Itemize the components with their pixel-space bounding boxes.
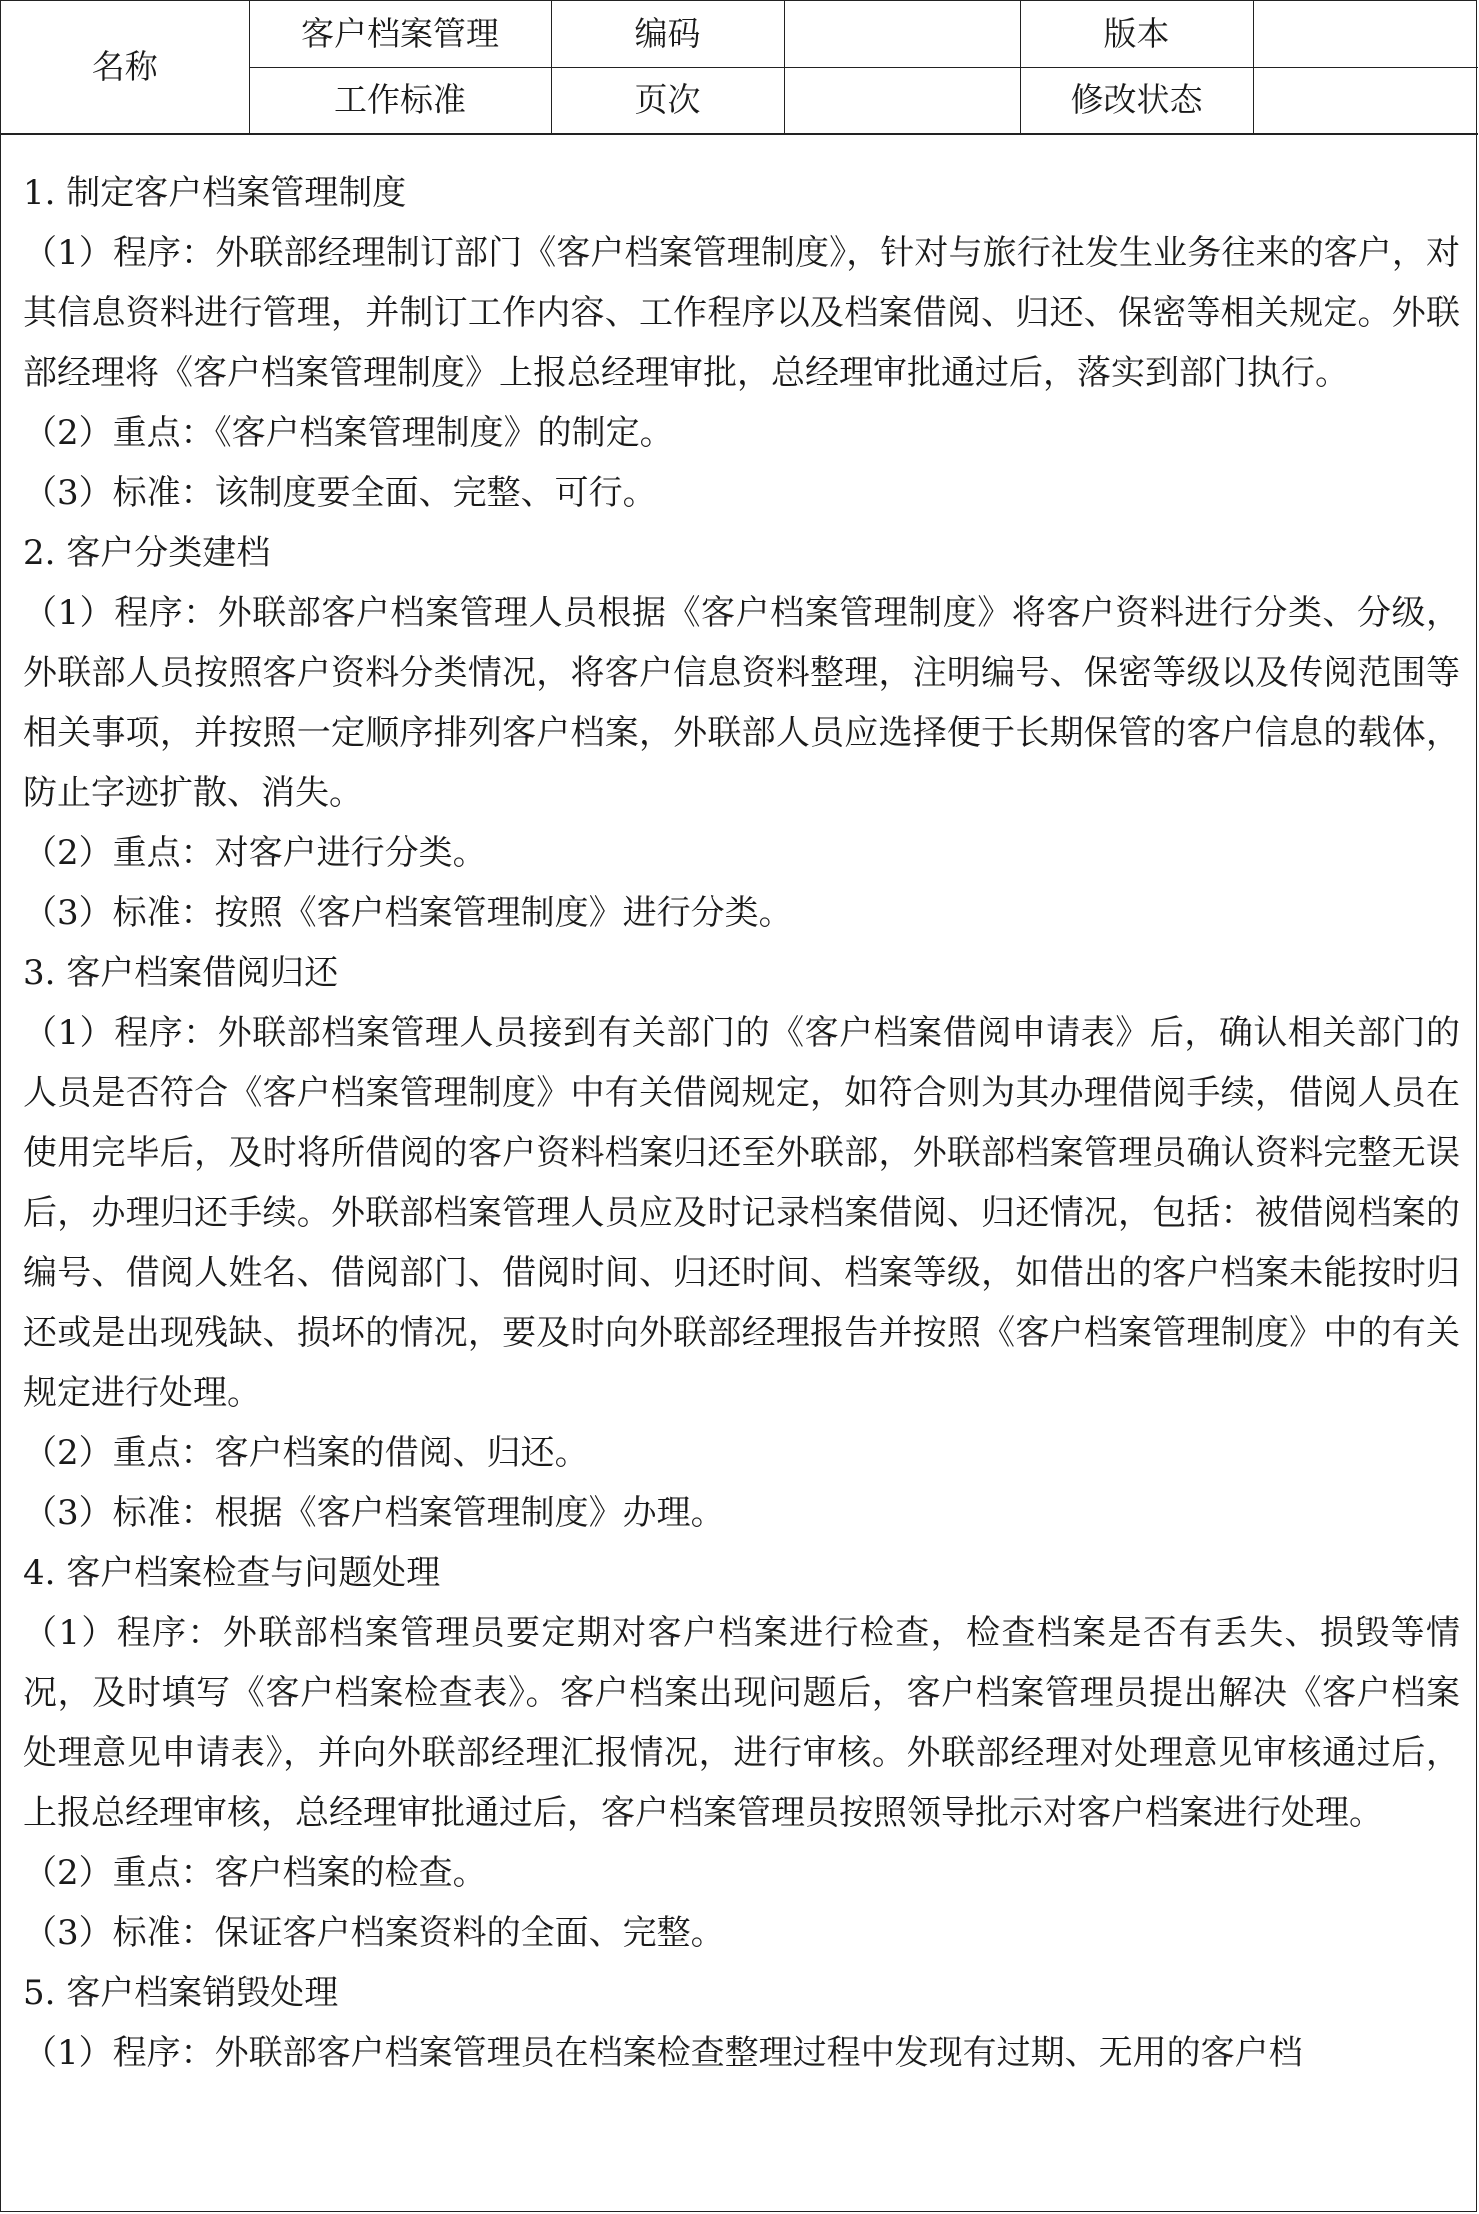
section-item: （2）重点：客户档案的借阅、归还。 bbox=[23, 1433, 589, 1473]
name-label: 名称 bbox=[1, 1, 249, 133]
section-item: （2）重点：客户档案的检查。 bbox=[23, 1853, 487, 1893]
title-line-1: 客户档案管理 bbox=[249, 1, 551, 67]
section-heading: 2. 客户分类建档 bbox=[23, 533, 271, 573]
page-label: 页次 bbox=[551, 67, 784, 133]
code-label: 编码 bbox=[551, 1, 784, 67]
version-label: 版本 bbox=[1020, 1, 1253, 67]
section-item: （3）标准：保证客户档案资料的全面、完整。 bbox=[23, 1913, 725, 1953]
section-item: （2）重点：《客户档案管理制度》的制定。 bbox=[23, 413, 674, 453]
code-value bbox=[784, 1, 1020, 67]
section-3 bbox=[23, 943, 1460, 1543]
section-heading: 3. 客户档案借阅归还 bbox=[23, 953, 339, 993]
section-item: （1）程序：外联部客户档案管理人员根据《客户档案管理制度》将客户资料进行分类、分级，外联部人员按照客户资料分类情况，将客户信息资料整理，注明编号、保密等级以及传阅范围等相关事项，并按照一定顺序排列客户档案，外联部人员应选择便于长期保管的客户信息的载体，防止字迹扩散、消失。 bbox=[23, 593, 1460, 813]
section-item: （3）标准：根据《客户档案管理制度》办理。 bbox=[23, 1493, 725, 1533]
section-heading: 1. 制定客户档案管理制度 bbox=[23, 173, 407, 213]
section-item: （3）标准：按照《客户档案管理制度》进行分类。 bbox=[23, 893, 793, 933]
revision-label: 修改状态 bbox=[1020, 67, 1253, 133]
page-value bbox=[784, 67, 1020, 133]
section-item: （2）重点：对客户进行分类。 bbox=[23, 833, 487, 873]
document-body bbox=[1, 133, 1478, 2083]
section-2 bbox=[23, 523, 1460, 943]
revision-value bbox=[1253, 67, 1478, 133]
section-heading: 4. 客户档案检查与问题处理 bbox=[23, 1553, 441, 1593]
section-item: （1）程序：外联部档案管理员要定期对客户档案进行检查，检查档案是否有丢失、损毁等情况，及时填写《客户档案检查表》。客户档案出现问题后，客户档案管理员提出解决《客户档案处理意见申请表》，并向外联部经理汇报情况，进行审核。外联部经理对处理意见审核通过后，上报总经理审核，总经理审批通过后，客户档案管理员按照领导批示对客户档案进行处理。 bbox=[23, 1613, 1460, 1833]
section-heading: 5. 客户档案销毁处理 bbox=[23, 1973, 339, 2013]
section-item: （1）程序：外联部档案管理人员接到有关部门的《客户档案借阅申请表》后，确认相关部门的人员是否符合《客户档案管理制度》中有关借阅规定，如符合则为其办理借阅手续，借阅人员在使用完毕后，及时将所借阅的客户资料档案归还至外联部，外联部档案管理员确认资料完整无误后，办理归还手续。外联部档案管理人员应及时记录档案借阅、归还情况，包括：被借阅档案的编号、借阅人姓名、借阅部门、借阅时间、归还时间、档案等级，如借出的客户档案未能按时归还或是出现残缺、损坏的情况，要及时向外联部经理报告并按照《客户档案管理制度》中的有关规定进行处理。 bbox=[23, 1013, 1460, 1413]
document-header-table bbox=[1, 1, 1478, 134]
title-line-2: 工作标准 bbox=[249, 67, 551, 133]
section-item: （3）标准：该制度要全面、完整、可行。 bbox=[23, 473, 657, 513]
version-value bbox=[1253, 1, 1478, 67]
section-item: （1）程序：外联部经理制订部门《客户档案管理制度》，针对与旅行社发生业务往来的客户，对其信息资料进行管理，并制订工作内容、工作程序以及档案借阅、归还、保密等相关规定。外联部经理将《客户档案管理制度》上报总经理审批，总经理审批通过后，落实到部门执行。 bbox=[23, 233, 1460, 393]
section-5 bbox=[23, 1963, 1460, 2083]
section-item: （1）程序：外联部客户档案管理员在档案检查整理过程中发现有过期、无用的客户档 bbox=[23, 2033, 1303, 2073]
section-4 bbox=[23, 1543, 1460, 1963]
section-1 bbox=[23, 163, 1460, 523]
